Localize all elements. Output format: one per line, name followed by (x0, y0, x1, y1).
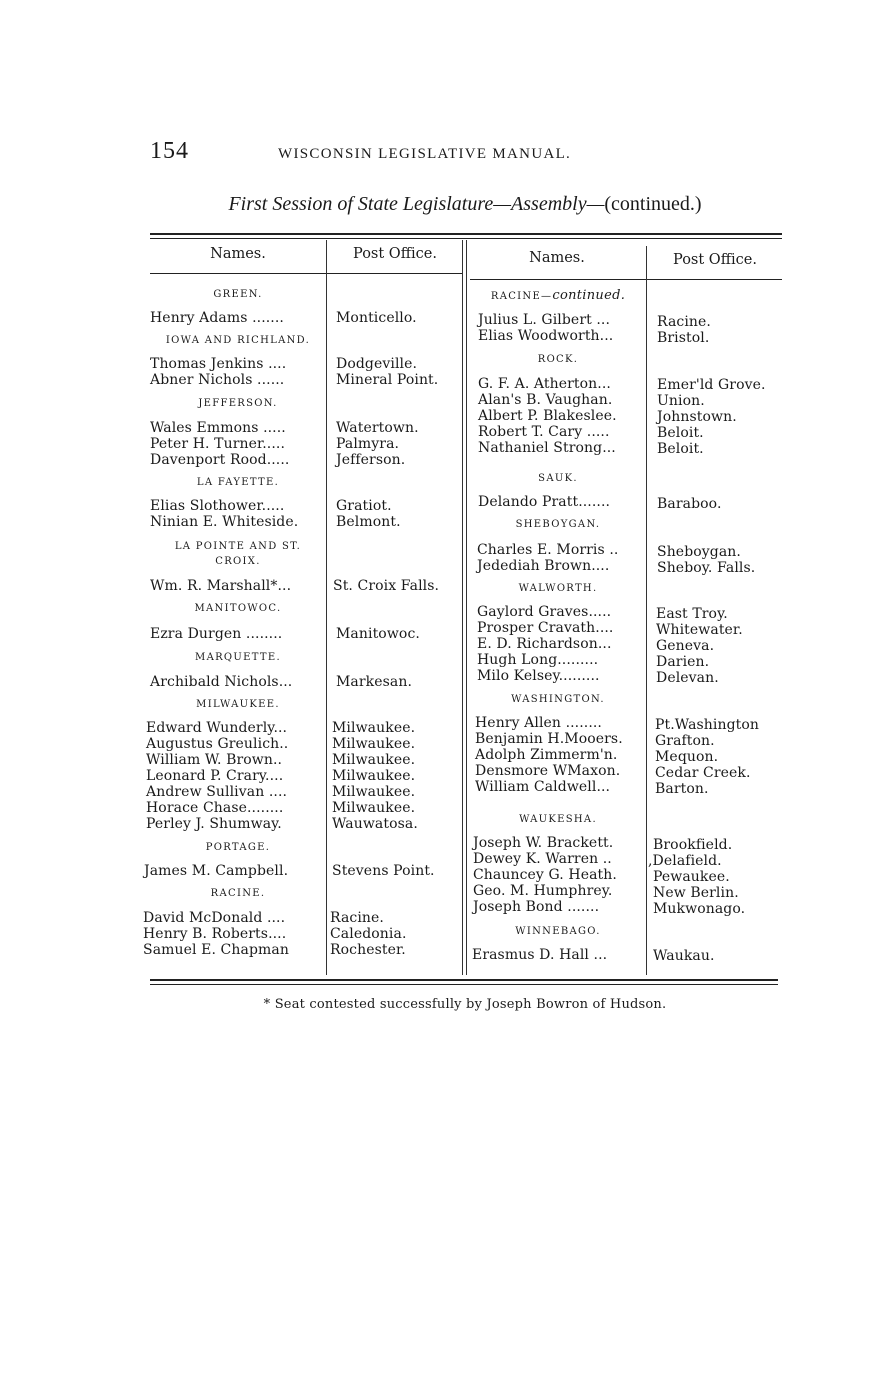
section-heading: WAUKESHA. (519, 814, 597, 825)
member-post-office: Mequon. (655, 749, 719, 765)
section-heading: CROIX. (215, 556, 261, 567)
member-post-office: East Troy. (656, 606, 728, 622)
page-number: 154 (150, 138, 189, 164)
member-name: Davenport Rood..... (150, 452, 290, 468)
member-post-office: Racine. (657, 314, 711, 330)
member-name: Joseph Bond ....... (473, 899, 600, 915)
member-post-office: Belmont. (336, 514, 401, 530)
member-post-office: Wauwatosa. (332, 816, 418, 832)
member-name: Ninian E. Whiteside. (150, 514, 299, 530)
member-name: Gaylord Graves..... (477, 604, 612, 620)
member-post-office: Whitewater. (656, 622, 743, 638)
member-name: Chauncey G. Heath. (473, 867, 617, 883)
member-post-office: Beloit. (657, 441, 704, 457)
member-name: E. D. Richardson... (477, 636, 612, 652)
member-name: Leonard P. Crary.... (146, 768, 284, 784)
member-name: Prosper Cravath.... (477, 620, 614, 636)
member-name: Dewey K. Warren .. (473, 851, 612, 867)
section-heading: LA POINTE AND ST. (174, 541, 302, 552)
member-name: Wales Emmons ..... (150, 420, 286, 436)
member-post-office: Sheboy. Falls. (657, 560, 756, 576)
top-rule-thick (150, 233, 782, 235)
member-post-office: Pt.Washington (655, 717, 760, 733)
member-post-office: Darien. (656, 654, 710, 670)
member-name: Nathaniel Strong... (478, 440, 616, 456)
member-name: Horace Chase........ (146, 800, 284, 816)
member-name: Edward Wunderly... (146, 720, 288, 736)
member-name: Samuel E. Chapman (143, 942, 289, 958)
table-caption (150, 193, 780, 216)
member-post-office: Racine. (330, 910, 384, 926)
member-post-office: Baraboo. (657, 496, 722, 512)
top-rule-thin (150, 238, 782, 239)
member-name: Abner Nichols ...... (150, 372, 285, 388)
member-name: William Caldwell... (475, 779, 611, 795)
header-rule-right (470, 279, 782, 280)
member-name: G. F. A. Atherton... (478, 376, 611, 392)
member-post-office: Milwaukee. (332, 752, 416, 768)
member-post-office: Rochester. (330, 942, 406, 958)
member-name: Jedediah Brown.... (477, 558, 610, 574)
member-name: Benjamin H.Mooers. (475, 731, 623, 747)
section-heading: SAUK. (538, 473, 578, 484)
member-post-office: Union. (657, 393, 705, 409)
member-post-office: Grafton. (655, 733, 715, 749)
member-post-office: Mukwonago. (653, 901, 746, 917)
column-header-post-right: Post Office. (673, 252, 757, 268)
member-name: David McDonald .... (143, 910, 286, 926)
member-post-office: Brookfield. (653, 837, 733, 853)
member-name: James M. Campbell. (144, 863, 289, 879)
member-name: Erasmus D. Hall ... (472, 947, 608, 963)
member-post-office: Milwaukee. (332, 720, 416, 736)
section-heading: JEFFERSON. (198, 398, 278, 409)
member-post-office: Milwaukee. (332, 800, 416, 816)
member-post-office: ,Delafield. (648, 853, 722, 869)
caption-italic: First Session of State Legislature—Assembly— (228, 193, 605, 215)
member-name: Archibald Nichols... (150, 674, 293, 690)
member-name: Wm. R. Marshall*... (150, 578, 292, 594)
section-heading: MARQUETTE. (195, 652, 281, 663)
member-name: Peter H. Turner..... (150, 436, 285, 452)
member-name: Delando Pratt....... (478, 494, 611, 510)
member-post-office: Cedar Creek. (655, 765, 751, 781)
member-post-office: Geneva. (656, 638, 715, 654)
member-name: Elias Woodworth... (478, 328, 614, 344)
member-post-office: Gratiot. (336, 498, 392, 514)
section-heading: PORTAGE. (205, 842, 271, 853)
member-post-office: Beloit. (657, 425, 704, 441)
footnote: * Seat contested successfully by Joseph Bowron of Hudson. (263, 997, 667, 1012)
member-post-office: Dodgeville. (336, 356, 418, 372)
section-heading: RACINE. (210, 888, 266, 899)
member-name: Henry Adams ....... (150, 310, 284, 326)
member-post-office: Markesan. (336, 674, 413, 690)
member-post-office: Milwaukee. (332, 784, 416, 800)
member-name: Alan's B. Vaughan. (478, 392, 613, 408)
member-name: Milo Kelsey......... (477, 668, 600, 684)
member-name: Andrew Sullivan .... (146, 784, 288, 800)
member-post-office: Stevens Point. (332, 863, 435, 879)
caption-plain: (continued.) (604, 193, 702, 215)
section-heading: RACINE—continued. (490, 288, 626, 303)
bottom-rule-thick (150, 979, 778, 981)
member-post-office: St. Croix Falls. (333, 578, 440, 594)
member-name: Albert P. Blakeslee. (478, 408, 617, 424)
member-post-office: Delevan. (656, 670, 719, 686)
member-name: Hugh Long......... (477, 652, 599, 668)
section-heading: IOWA AND RICHLAND. (165, 335, 311, 346)
member-post-office: Watertown. (336, 420, 419, 436)
member-post-office: Barton. (655, 781, 709, 797)
section-heading: GREEN. (213, 289, 263, 300)
section-heading: ROCK. (537, 354, 579, 365)
header-rule-left (150, 273, 462, 274)
member-post-office: Pewaukee. (653, 869, 730, 885)
section-heading: SHEBOYGAN. (515, 519, 601, 530)
member-name: Robert T. Cary ..... (478, 424, 610, 440)
column-divider (646, 246, 647, 975)
column-header-post-left: Post Office. (353, 246, 437, 262)
member-post-office: Sheboygan. (657, 544, 741, 560)
running-head: WISCONSIN LEGISLATIVE MANUAL. (278, 146, 572, 162)
column-divider (466, 240, 467, 975)
section-heading: LA FAYETTE. (196, 477, 280, 488)
member-name: Geo. M. Humphrey. (473, 883, 613, 899)
section-heading: WALWORTH. (518, 583, 598, 594)
member-name: Densmore WMaxon. (475, 763, 621, 779)
member-post-office: Palmyra. (336, 436, 400, 452)
bottom-rule-thin (150, 984, 778, 985)
member-name: Henry B. Roberts.... (143, 926, 287, 942)
member-post-office: Bristol. (657, 330, 710, 346)
member-name: Thomas Jenkins .... (150, 356, 287, 372)
member-post-office: Manitowoc. (336, 626, 420, 642)
section-heading: MILWAUKEE. (196, 699, 280, 710)
member-name: Julius L. Gilbert ... (478, 312, 611, 328)
column-divider (326, 240, 327, 975)
member-post-office: Jefferson. (336, 452, 406, 468)
member-post-office: Emer'ld Grove. (657, 377, 766, 393)
member-name: William W. Brown.. (146, 752, 283, 768)
column-header-names-right: Names. (529, 250, 585, 266)
member-post-office: Mineral Point. (336, 372, 439, 388)
member-post-office: Milwaukee. (332, 768, 416, 784)
member-name: Perley J. Shumway. (146, 816, 282, 832)
member-post-office: Johnstown. (657, 409, 737, 425)
member-name: Ezra Durgen ........ (150, 626, 283, 642)
member-post-office: New Berlin. (653, 885, 739, 901)
member-name: Adolph Zimmerm'n. (475, 747, 618, 763)
member-post-office: Caledonia. (330, 926, 407, 942)
member-name: Elias Slothower..... (150, 498, 285, 514)
member-name: Augustus Greulich.. (146, 736, 289, 752)
column-divider (462, 240, 463, 975)
section-heading: MANITOWOC. (194, 603, 282, 614)
page-header (150, 138, 660, 168)
member-post-office: Waukau. (653, 948, 715, 964)
member-name: Henry Allen ........ (475, 715, 602, 731)
member-name: Joseph W. Brackett. (473, 835, 614, 851)
column-header-names-left: Names. (210, 246, 266, 262)
member-name: Charles E. Morris .. (477, 542, 619, 558)
member-post-office: Monticello. (336, 310, 417, 326)
member-post-office: Milwaukee. (332, 736, 416, 752)
section-heading: WINNEBAGO. (515, 926, 601, 937)
section-heading: WASHINGTON. (511, 694, 605, 705)
